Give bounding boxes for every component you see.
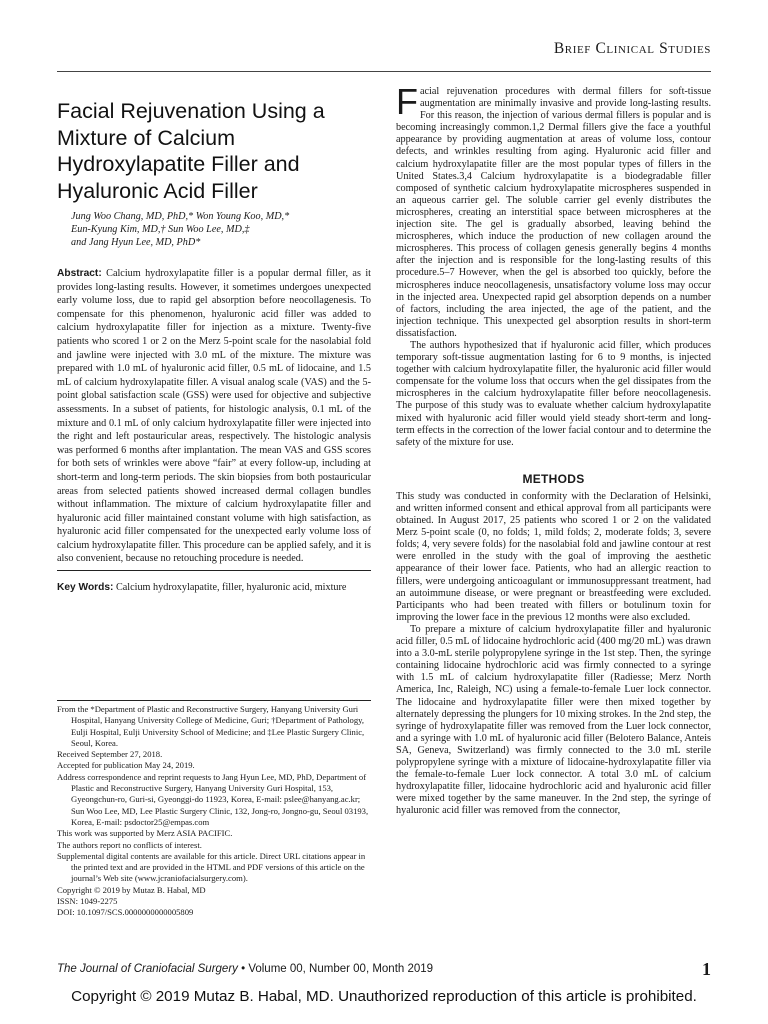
methods-heading: METHODS [522, 471, 585, 486]
page-footer [57, 959, 711, 979]
author-line: and Jang Hyun Lee, MD, PhD* [71, 237, 201, 248]
footnotes [57, 700, 371, 919]
right-column [396, 81, 711, 817]
footnote-conflicts: The authors report no conflicts of interest. [57, 839, 202, 850]
keywords [57, 570, 371, 595]
intro-paragraph-2: The authors hypothesized that if hyaluronic acid filler, which produces temporary soft-tissue augmentation lasting for 6 to 9 months, is injected together with calcium hydroxylapatite filler, the hyaluronic acid filler would compensate for the volume loss that occurs when the gel dissipates from the microspheres in the calcium hydroxylapatite filler before neocollagenesis. The purpose of this study was to evaluate whether calcium hydroxylapatite mixed with hyaluronic acid filler would yield steady short-term and long-term effects in the correction of the lower facial contour and to determine the safety of the mixture for use. [396, 339, 711, 448]
section-header: Brief Clinical Studies [553, 40, 711, 57]
footnote-funding: This work was supported by Merz ASIA PACIFIC. [57, 828, 233, 839]
journal-name: The Journal of Craniofacial Surgery [57, 963, 238, 975]
author-list [57, 210, 371, 249]
footnote-correspondence: Address correspondence and reprint requests to Jang Hyun Lee, MD, PhD, Department of Plastic and Reconstructive Surgery, Hanyang University Guri Hospital, 153, Gyeongchun-ro, Guri-si, Gyeonggi-do 11923, Korea, E-mail: pslee@hanyang.ac.kr; Sun Woo Lee, MD, Lee Plastic Surgery Clinic, 132, Jong-ro, Jongno-gu, Seoul 03193, Korea, E-mail: psdoctor25@empas.com [57, 771, 369, 827]
footnote-received: Received September 27, 2018. [57, 749, 163, 760]
intro-paragraph [396, 81, 711, 340]
footnote-copyright: Copyright © 2019 by Mutaz B. Habal, MD [57, 884, 206, 895]
abstract-label: Abstract: [57, 268, 102, 279]
footnote-affiliation: From the *Department of Plastic and Reconstructive Surgery, Hanyang University Guri Hospital, Hanyang University College of Medicine, Guri; †Department of Pathology, Eulji Hospital, Eulji University School of Medicine; and ‡Lee Plastic Surgery Clinic, Seoul, Korea. [57, 704, 365, 748]
footnote-accepted: Accepted for publication May 24, 2019. [57, 760, 195, 771]
article-title: Facial Rejuvenation Using a Mixture of Calcium Hydroxylapatite Filler and Hyaluronic Acid Filler [57, 99, 325, 203]
footnote-supplemental: Supplemental digital contents are available for this article. Direct URL citations appear in the printed text and are provided in the HTML and PDF versions of this article on the journal’s Web site (www.jcraniofacialsurgery.com). [57, 850, 366, 884]
copyright-banner: Copyright © 2019 Mutaz B. Habal, MD. Unauthorized reproduction of this article is prohibited. [71, 988, 697, 1005]
footnote-doi: DOI: 10.1097/SCS.0000000000005809 [57, 907, 194, 918]
keywords-text: Calcium hydroxylapatite, filler, hyaluronic acid, mixture [115, 582, 347, 594]
left-column [57, 98, 371, 595]
footnote-issn: ISSN: 1049-2275 [57, 896, 118, 907]
methods-paragraph-1: This study was conducted in conformity with the Declaration of Helsinki, and written informed consent and ethical approval from all participants were obtained. In August 2017, 25 patients who scored 1 or 2 on the validated Merz 5-point scale (0, no folds; 1, mild folds; 2, moderate folds; 3, severe folds; 4, very severe folds) for the nasolabial fold and jawline contour at rest were enrolled in the study with the goal of improving the aesthetic appearance of their lower face. Patients, who had an allergic reaction to fillers, were undergoing anticoagulant or immunosuppressant treatment, had an autoimmune disease, or were pregnant or breastfeeding were excluded. Participants who had been treated with fillers or botulinum toxin for improving the lower face in the previous 12 months were also excluded. [396, 490, 711, 623]
drop-cap: F [396, 81, 418, 122]
header-rule [57, 71, 711, 72]
issue-info: • Volume 00, Number 00, Month 2019 [237, 963, 434, 975]
page-number: 1 [702, 959, 711, 979]
abstract [57, 267, 371, 566]
methods-paragraph-2: To prepare a mixture of calcium hydroxylapatite filler and hyaluronic acid filler, 0.5 mL of lidocaine hydrochloric acid (400 mg/20 mL) was drawn into a 3.0-mL sterile polypropylene syringe in the 1st step. Then, the syringe containing lidocaine hydrochloric acid was firmly connected to a syringe with 1.5 mL of calcium hydroxylapatite filler (Radiesse; Merz North America, Inc, Raleigh, NC) using a female-to-female Luer lock connector. The lidocaine and hydroxylapatite filler were then mixed together by alternately depressing the plungers for 10 mixing strokes. In the 2nd step, the syringe of hydroxylapatite filler was removed from the Luer lock connector, and a syringe with 1.0 mL of hyaluronic acid filler (Belotero Balance, Anteis SA, Geneva, Switzerland) was firmly connected to the 3.0 mL sterile polypropylene syringe with a mixture of lidocaine-hydroxylapatite filler via the female-to-female Luer lock connector. A total 3.0 mL of calcium hydroxylapatite filler, lidocaine hydrochloric acid and hyaluronic acid filler were mixed together by the same maneuver. In the 2nd step, the syringe of hyaluronic acid filler was removed from the connector, [396, 623, 711, 817]
intro-text-1: acial rejuvenation procedures with dermal fillers for soft-tissue augmentation are minimally invasive and provide long-lasting results. For this reason, the injection of various dermal fillers is popular and is becoming increasingly common.1,2 Dermal fillers give the face a youthful appearance by providing augmentation at areas of volume loss, contour defects, and wrinkles resulting from aging. Hyaluronic acid filler and calcium hydroxylapatite filler are the most popular types of fillers in the United States.3,4 Calcium hydroxylapatite is a biodegradable filler composed of synthetic calcium hydroxylapatite microspheres suspended in an aqueous carrier gel. The soluble carrier gel evenly distributes the microspheres, creating an interstitial space between microspheres at the injection site. The gel is gradually absorbed, leaving behind the microspheres, which induce the production of new collagen around the microspheres. This process of collagen genesis generally begins 4 months after the injection and is responsible for the long-lasting results of this procedure.5–7 However, when the gel is absorbed too quickly, before the microspheres induce neocollagenesis, unsatisfactory volume loss may occur in the injected area. Unexpected rapid gel absorption depends on a number of factors, including the area injected, the age of the patient, and the injection technique. This unexpected gel absorption results in short-term dissatisfaction. [396, 86, 711, 339]
keywords-label: Key Words: [57, 582, 114, 594]
author-line: Jung Woo Chang, MD, PhD,* Won Young Koo, MD,* [71, 211, 290, 222]
abstract-text: Calcium hydroxylapatite filler is a popular dermal filler, as it provides long-lasting results. However, it sometimes undergoes unexpected early volume loss, due to rapid gel absorption before neocollagenesis. To compensate for this phenomenon, hyaluronic acid filler was added to calcium hydroxylapatite filler for injection as a mixture. Twenty-five patients who scored 1 or 2 on the Merz 5-point scale for the nasolabial fold and jawline were injected with 3.0 mL of the mixture. The mixture was prepared with 1.0 mL of hyaluronic acid filler, 0.5 mL of lidocaine, and 1.5 mL of calcium hydroxylapatite filler. A visual analog scale (VAS) and the 5-point global satisfaction scale (GSS) were used for objective and subjective assessments. In a subset of patients, for histologic analysis, 0.1 mL of the mixture and 0.1 mL of only calcium hydroxylapatite filler were injected into the right and left postauricular areas, respectively. The histologic analysis was performed 6 months after implantation. The mean VAS and GSS scores for both sets of wrinkles were above “fair” at every follow-up, including at short-term and long-term periods. The skin biopsies from both postauricular areas from selected patients showed increased dermal collagen bundles without inflammation. The mixture of calcium hydroxylapatite filler and hyaluronic acid filler maintained constant volume with high satisfaction, as hyaluronic acid filler compensated for the unexpected early volume loss of calcium hydroxylapatite filler. This procedure can be applied safely, and it is also convenient, because no retouching procedure is needed. [57, 268, 371, 565]
author-line: Eun-Kyung Kim, MD,† Sun Woo Lee, MD,‡ [71, 224, 250, 235]
